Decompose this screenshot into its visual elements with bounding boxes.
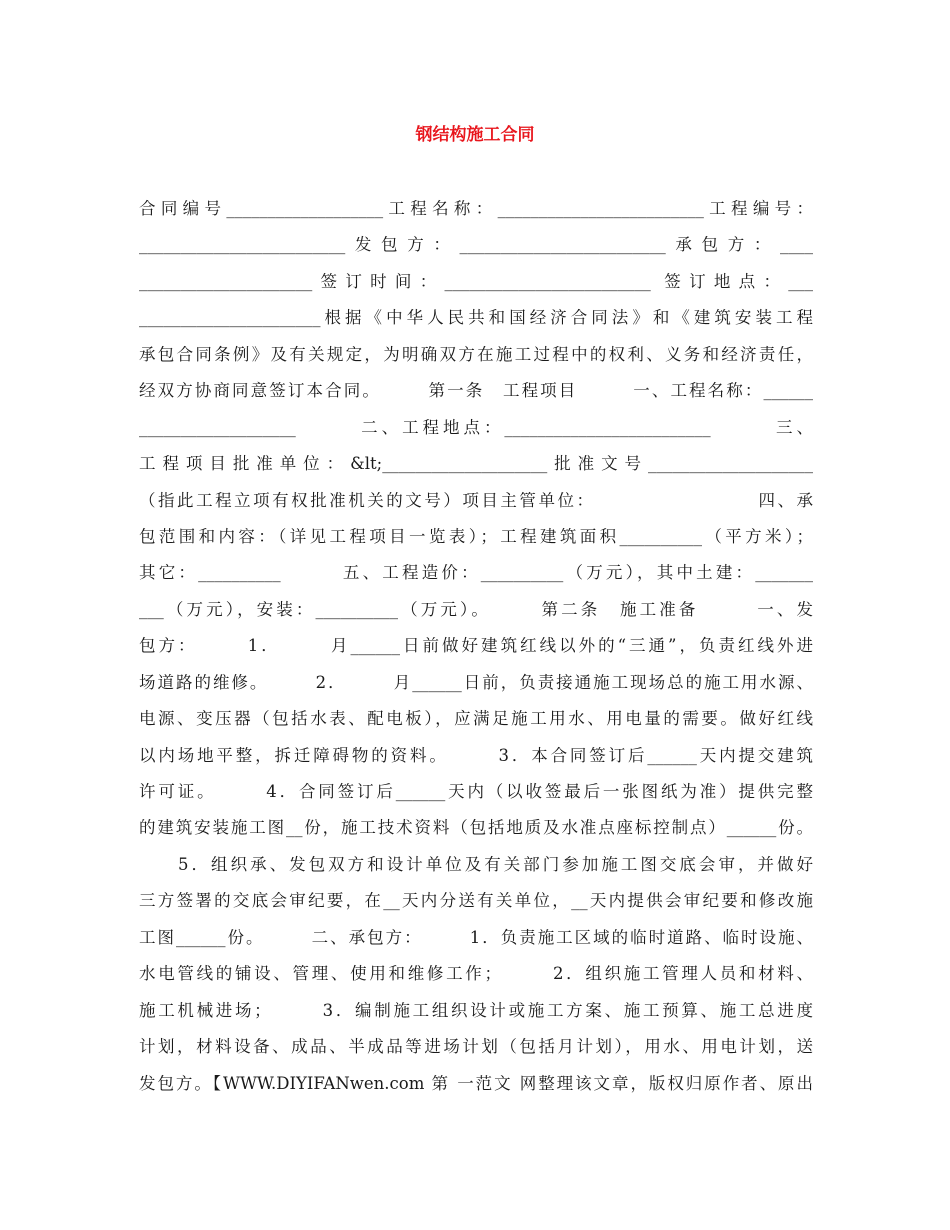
body-line: 工程项目批准单位：&lt;____________________批准文号____________________ <box>139 454 813 474</box>
body-line: 施工机械进场； 3．编制施工组织设计或施工方案、施工预算、施工总进度 <box>139 1000 813 1020</box>
body-line: 的建筑安装施工图__份，施工技术资料（包括地质及水准点座标控制点）______份。 <box>139 818 813 838</box>
body-line: 包范围和内容：（详见工程项目一览表）；工程建筑面积__________（平方米）； <box>139 526 813 546</box>
body-line: 许可证。 4．合同签订后______天内（以收签最后一张图纸为准）提供完整 <box>139 782 813 801</box>
body-line: 其它：__________ 五、工程造价：__________（万元），其中土建：_______ <box>139 563 813 583</box>
body-line: 工图______份。 二、承包方： 1．负责施工区域的临时道路、临时设施、 <box>139 927 813 947</box>
contract-body <box>139 191 813 1102</box>
body-line: （指此工程立项有权批准机关的文号）项目主管单位： 四、承 <box>139 490 813 510</box>
body-line: 三方签署的交底会审纪要，在__天内分送有关单位，__天内提供会审纪要和修改施 <box>139 891 813 911</box>
body-line: 5．组织承、发包双方和设计单位及有关部门参加施工图交底会审，并做好 <box>139 854 813 874</box>
body-line: 发包方。【WWW.DIYIFANwen.com 第 一范文 网整理该文章，版权归原作者、原出 <box>139 1073 813 1093</box>
body-line: 以内场地平整，拆迁障碍物的资料。 3．本合同签订后______天内提交建筑 <box>139 745 813 765</box>
body-line: _________________________发包方：_________________________承包方：____ <box>139 235 813 255</box>
body-line: 水电管线的铺设、管理、使用和维修工作； 2．组织施工管理人员和材料、 <box>139 964 813 984</box>
body-line: ______________________根据《中华人民共和国经济合同法》和《建筑安装工程 <box>139 308 813 328</box>
body-line: 合同编号___________________工程名称：_________________________工程编号： <box>139 199 813 218</box>
body-line: _____________________签订时间：_________________________ 签订地点：___ <box>139 271 813 291</box>
body-line: 经双方协商同意签订本合同。 第一条 工程项目 一、工程名称：______ <box>139 381 813 401</box>
body-line: 包方： 1． 月______日前做好建筑红线以外的“三通”，负责红线外进 <box>139 636 813 656</box>
body-line: 承包合同条例》及有关规定，为明确双方在施工过程中的权利、义务和经济责任， <box>139 344 813 364</box>
body-line: ___________________ 二、工程地点：_________________________ 三、 <box>139 417 813 437</box>
body-line: ___（万元），安装：__________（万元）。 第二条 施工准备 一、发 <box>139 599 813 619</box>
body-line: 场道路的维修。 2． 月______日前，负责接通施工现场总的施工用水源、 <box>139 672 813 692</box>
document-title: 钢结构施工合同 <box>415 125 535 145</box>
body-line: 电源、变压器（包括水表、配电板），应满足施工用水、用电量的需要。做好红线 <box>139 709 813 729</box>
body-line: 计划，材料设备、成品、半成品等进场计划（包括月计划），用水、用电计划，送 <box>139 1037 813 1057</box>
